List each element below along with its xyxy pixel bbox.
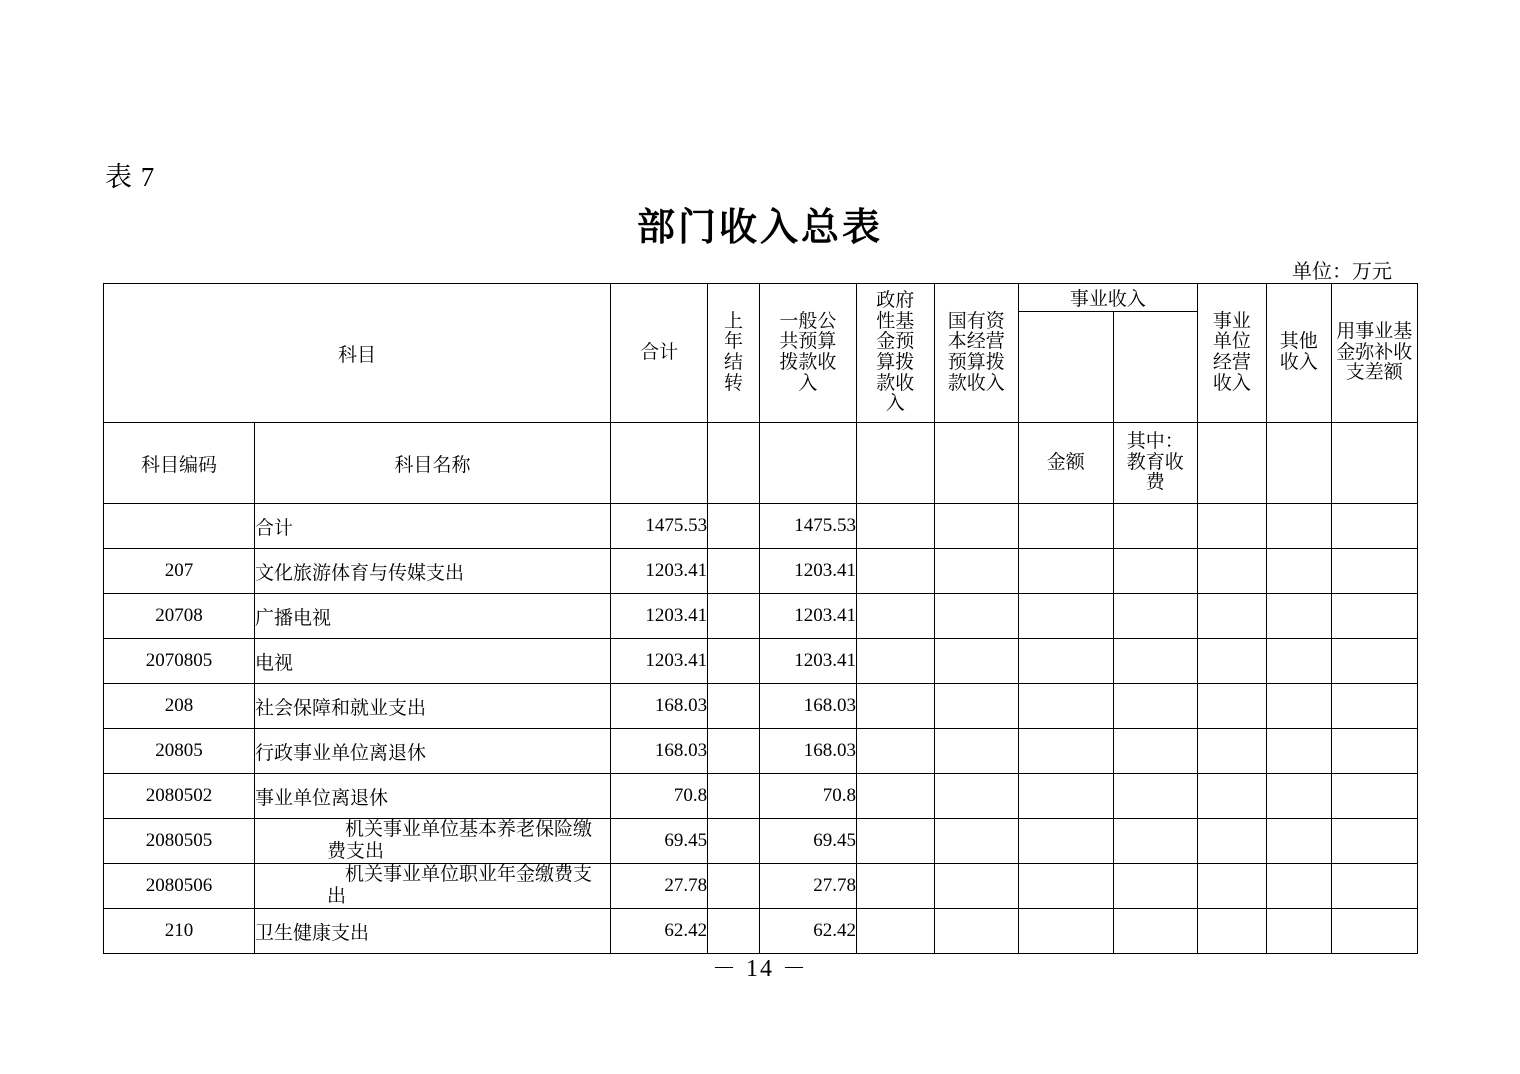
cell-state-capital-budget — [934, 864, 1018, 909]
table-row — [104, 549, 1418, 594]
header-gov-fund-budget-sub — [856, 423, 934, 504]
header-row-2 — [104, 423, 1418, 504]
table-label: 表 7 — [105, 162, 156, 192]
department-income-table — [103, 283, 1418, 954]
cell-gov-fund-budget — [856, 864, 934, 909]
cell-subject-name: 合计 — [255, 504, 611, 549]
cell-total: 62.42 — [611, 909, 708, 954]
header-education-fee: 其中：教育收费 — [1113, 423, 1197, 504]
cell-general-public-budget: 1203.41 — [759, 549, 856, 594]
header-business-income-amount-top — [1018, 312, 1113, 423]
cell-business-income-education — [1113, 639, 1197, 684]
header-name: 科目名称 — [255, 423, 611, 504]
cell-carryover — [708, 909, 760, 954]
cell-other-income — [1266, 864, 1331, 909]
cell-other-income — [1266, 819, 1331, 864]
cell-subject-code: 2080506 — [104, 864, 255, 909]
cell-general-public-budget: 1203.41 — [759, 594, 856, 639]
cell-gov-fund-budget — [856, 549, 934, 594]
cell-state-capital-budget — [934, 504, 1018, 549]
cell-general-public-budget: 1475.53 — [759, 504, 856, 549]
cell-business-income-education — [1113, 774, 1197, 819]
table-row — [104, 594, 1418, 639]
header-gov-fund-budget: 政府性基金预算拨款收入 — [856, 284, 934, 423]
cell-subject-name: 文化旅游体育与传媒支出 — [255, 549, 611, 594]
cell-other-income — [1266, 504, 1331, 549]
cell-general-public-budget: 168.03 — [759, 684, 856, 729]
cell-business-unit-operating-income — [1197, 594, 1266, 639]
table-row — [104, 639, 1418, 684]
cell-state-capital-budget — [934, 909, 1018, 954]
cell-business-unit-operating-income — [1197, 819, 1266, 864]
cell-general-public-budget: 168.03 — [759, 729, 856, 774]
cell-business-income-education — [1113, 864, 1197, 909]
header-general-public-budget-sub — [759, 423, 856, 504]
cell-fund-offset-deficit — [1331, 774, 1417, 819]
cell-carryover — [708, 684, 760, 729]
cell-general-public-budget: 69.45 — [759, 819, 856, 864]
header-business-unit-operating-income: 事业单位经营收入 — [1197, 284, 1266, 423]
cell-business-unit-operating-income — [1197, 729, 1266, 774]
cell-subject-code: 2080505 — [104, 819, 255, 864]
cell-business-income-education — [1113, 594, 1197, 639]
header-total-sub — [611, 423, 708, 504]
cell-business-income-amount — [1018, 549, 1113, 594]
cell-total: 168.03 — [611, 729, 708, 774]
cell-other-income — [1266, 594, 1331, 639]
cell-business-income-education — [1113, 549, 1197, 594]
header-other-income-sub — [1266, 423, 1331, 504]
cell-business-unit-operating-income — [1197, 909, 1266, 954]
header-business-unit-operating-income-sub — [1197, 423, 1266, 504]
cell-business-income-amount — [1018, 684, 1113, 729]
cell-business-income-amount — [1018, 909, 1113, 954]
cell-gov-fund-budget — [856, 909, 934, 954]
cell-state-capital-budget — [934, 549, 1018, 594]
cell-carryover — [708, 729, 760, 774]
cell-gov-fund-budget — [856, 504, 934, 549]
cell-fund-offset-deficit — [1331, 864, 1417, 909]
header-total: 合计 — [611, 284, 708, 423]
cell-gov-fund-budget — [856, 594, 934, 639]
cell-other-income — [1266, 639, 1331, 684]
cell-business-unit-operating-income — [1197, 864, 1266, 909]
cell-state-capital-budget — [934, 594, 1018, 639]
cell-business-income-amount — [1018, 819, 1113, 864]
cell-gov-fund-budget — [856, 819, 934, 864]
cell-carryover — [708, 504, 760, 549]
header-other-income: 其他收入 — [1266, 284, 1331, 423]
cell-fund-offset-deficit — [1331, 549, 1417, 594]
cell-total: 27.78 — [611, 864, 708, 909]
cell-subject-name: 电视 — [255, 639, 611, 684]
cell-total: 1203.41 — [611, 639, 708, 684]
table-row — [104, 909, 1418, 954]
cell-total: 70.8 — [611, 774, 708, 819]
cell-state-capital-budget — [934, 639, 1018, 684]
cell-total: 69.45 — [611, 819, 708, 864]
table-row — [104, 819, 1418, 864]
cell-general-public-budget: 70.8 — [759, 774, 856, 819]
cell-fund-offset-deficit — [1331, 819, 1417, 864]
cell-business-income-education — [1113, 504, 1197, 549]
cell-business-income-education — [1113, 819, 1197, 864]
cell-business-income-amount — [1018, 639, 1113, 684]
header-general-public-budget: 一般公共预算拨款收入 — [759, 284, 856, 423]
cell-carryover — [708, 864, 760, 909]
cell-subject-code: 2070805 — [104, 639, 255, 684]
header-business-income-education-top — [1113, 312, 1197, 423]
cell-subject-name: 事业单位离退休 — [255, 774, 611, 819]
cell-subject-name: 行政事业单位离退休 — [255, 729, 611, 774]
table-body — [104, 504, 1418, 954]
cell-subject-code: 2080502 — [104, 774, 255, 819]
cell-gov-fund-budget — [856, 684, 934, 729]
cell-fund-offset-deficit — [1331, 594, 1417, 639]
cell-general-public-budget: 62.42 — [759, 909, 856, 954]
cell-business-unit-operating-income — [1197, 504, 1266, 549]
cell-carryover — [708, 639, 760, 684]
cell-gov-fund-budget — [856, 729, 934, 774]
cell-business-income-education — [1113, 909, 1197, 954]
cell-total: 168.03 — [611, 684, 708, 729]
table-row — [104, 729, 1418, 774]
cell-subject-name: 卫生健康支出 — [255, 909, 611, 954]
header-carryover: 上年结转 — [708, 284, 760, 423]
cell-other-income — [1266, 909, 1331, 954]
cell-state-capital-budget — [934, 774, 1018, 819]
cell-fund-offset-deficit — [1331, 639, 1417, 684]
cell-subject-name: 广播电视 — [255, 594, 611, 639]
cell-subject-code: 210 — [104, 909, 255, 954]
cell-subject-code: 20805 — [104, 729, 255, 774]
cell-business-unit-operating-income — [1197, 684, 1266, 729]
cell-business-income-education — [1113, 729, 1197, 774]
cell-fund-offset-deficit — [1331, 504, 1417, 549]
cell-subject-name: 机关事业单位基本养老保险缴费支出 — [255, 819, 611, 864]
cell-subject-name: 机关事业单位职业年金缴费支出 — [255, 864, 611, 909]
header-code: 科目编码 — [104, 423, 255, 504]
table-row — [104, 684, 1418, 729]
header-business-income: 事业收入 — [1018, 284, 1197, 312]
cell-gov-fund-budget — [856, 774, 934, 819]
table-row — [104, 774, 1418, 819]
cell-business-unit-operating-income — [1197, 639, 1266, 684]
header-subject: 科目 — [104, 284, 611, 423]
cell-fund-offset-deficit — [1331, 684, 1417, 729]
cell-general-public-budget: 27.78 — [759, 864, 856, 909]
cell-subject-code — [104, 504, 255, 549]
cell-other-income — [1266, 774, 1331, 819]
cell-total: 1475.53 — [611, 504, 708, 549]
cell-state-capital-budget — [934, 819, 1018, 864]
cell-gov-fund-budget — [856, 639, 934, 684]
cell-business-income-amount — [1018, 864, 1113, 909]
cell-general-public-budget: 1203.41 — [759, 639, 856, 684]
cell-state-capital-budget — [934, 729, 1018, 774]
cell-subject-name: 社会保障和就业支出 — [255, 684, 611, 729]
cell-business-income-amount — [1018, 504, 1113, 549]
cell-carryover — [708, 819, 760, 864]
cell-business-unit-operating-income — [1197, 774, 1266, 819]
cell-subject-code: 208 — [104, 684, 255, 729]
header-carryover-sub — [708, 423, 760, 504]
cell-fund-offset-deficit — [1331, 909, 1417, 954]
cell-other-income — [1266, 549, 1331, 594]
header-fund-offset-deficit-sub — [1331, 423, 1417, 504]
cell-carryover — [708, 594, 760, 639]
cell-state-capital-budget — [934, 684, 1018, 729]
cell-business-income-education — [1113, 684, 1197, 729]
cell-other-income — [1266, 684, 1331, 729]
unit-note: 单位：万元 — [1292, 261, 1392, 283]
header-row-1 — [104, 284, 1418, 312]
header-state-capital-budget-sub — [934, 423, 1018, 504]
cell-carryover — [708, 549, 760, 594]
cell-total: 1203.41 — [611, 549, 708, 594]
cell-business-income-amount — [1018, 729, 1113, 774]
header-state-capital-budget: 国有资本经营预算拨款收入 — [934, 284, 1018, 423]
table-row — [104, 864, 1418, 909]
page-title: 部门收入总表 — [636, 205, 883, 249]
cell-business-income-amount — [1018, 774, 1113, 819]
header-fund-offset-deficit: 用事业基金弥补收支差额 — [1331, 284, 1417, 423]
cell-subject-code: 20708 — [104, 594, 255, 639]
cell-subject-code: 207 — [104, 549, 255, 594]
page-number: － 14 － — [712, 956, 808, 982]
header-amount: 金额 — [1018, 423, 1113, 504]
cell-business-unit-operating-income — [1197, 549, 1266, 594]
cell-other-income — [1266, 729, 1331, 774]
cell-business-income-amount — [1018, 594, 1113, 639]
cell-total: 1203.41 — [611, 594, 708, 639]
cell-fund-offset-deficit — [1331, 729, 1417, 774]
cell-carryover — [708, 774, 760, 819]
table-row — [104, 504, 1418, 549]
